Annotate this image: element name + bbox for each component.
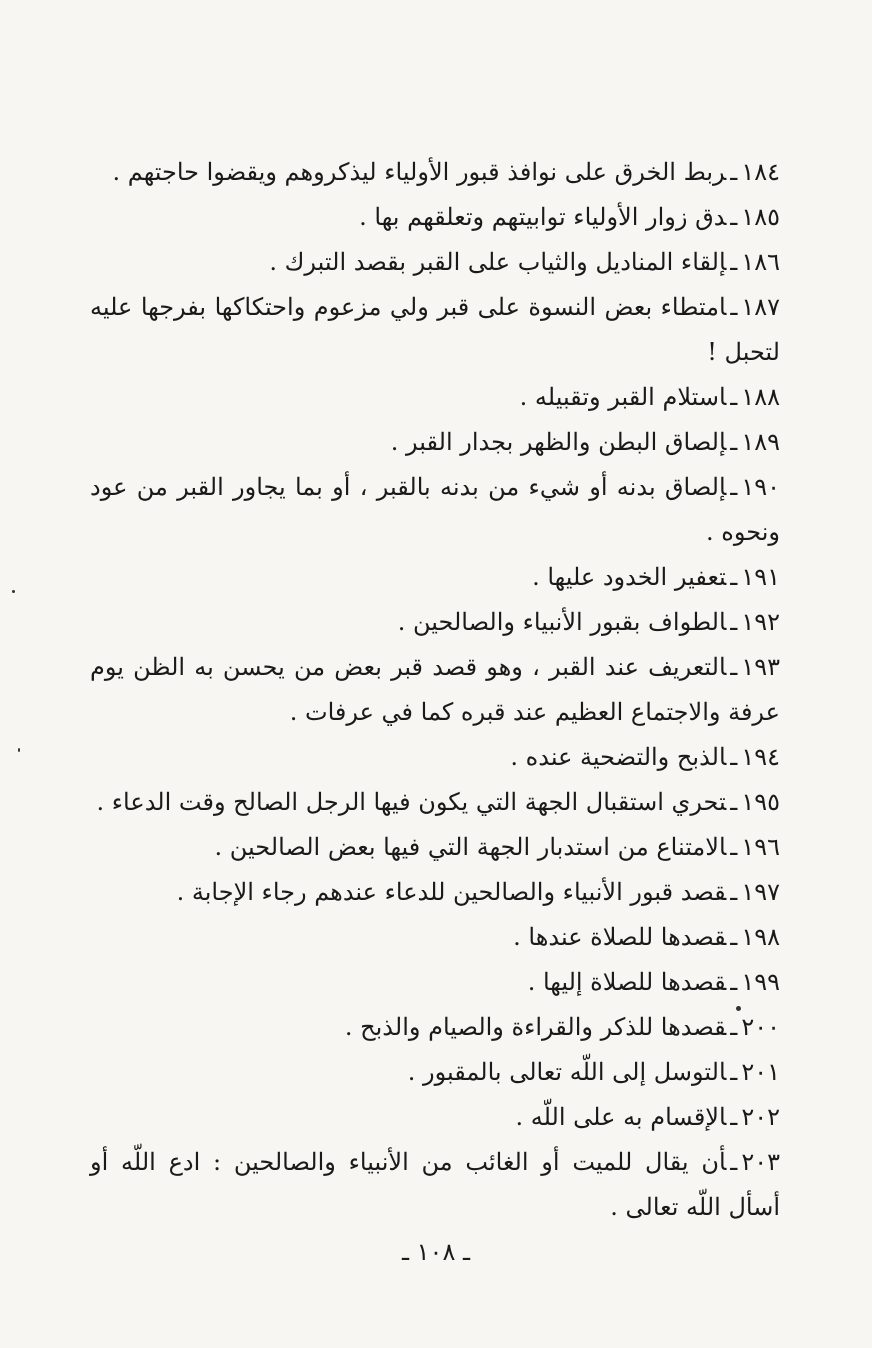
entry-number: ١٨٤ <box>741 158 780 186</box>
entry-text: أن يقال للميت أو الغائب من الأنبياء والصالحين : ادع اللّه أو أسأل اللّه تعالى . <box>90 1148 780 1221</box>
entry-text: الإقسام به على اللّه . <box>515 1103 727 1131</box>
entry-text: إلصاق البطن والظهر بجدار القبر . <box>390 428 727 456</box>
entry-text: تحري استقبال الجهة التي يكون فيها الرجل الصالح وقت الدعاء . <box>96 788 727 816</box>
entry-number: ١٩٤ <box>741 743 780 771</box>
entry-number: ١٩١ <box>741 563 780 591</box>
entry-number: ١٩٣ <box>741 653 780 681</box>
entry-number: ١٨٧ <box>741 293 781 321</box>
entry-number: ١٩٦ <box>741 833 780 861</box>
scan-speck <box>736 1006 741 1011</box>
entry-text: تعفير الخدود عليها . <box>532 563 727 591</box>
entry-text: ربط الخرق على نوافذ قبور الأولياء ليذكروهم ويقضوا حاجتهم . <box>112 158 727 186</box>
entry-185: ١٨٥ـدق زوار الأولياء توابيتهم وتعلقهم بها . <box>359 203 780 231</box>
entry-number: ٢٠٢ <box>741 1103 780 1131</box>
entry-197: ١٩٧ـقصد قبور الأنبياء والصالحين للدعاء عندهم رجاء الإجابة . <box>176 878 780 906</box>
entry-199: ١٩٩ـقصدها للصلاة إليها . <box>527 968 780 996</box>
entry-number: ١٩٧ <box>741 878 780 906</box>
entry-187: ١٨٧ـامتطاء بعض النسوة على قبر ولي مزعوم واحتكاكها بفرجها عليه لتحبل ! <box>90 293 781 366</box>
entry-text: إلصاق بدنه أو شيء من بدنه بالقبر ، أو بما يجاور القبر من عود ونحوه . <box>90 473 780 546</box>
entry-text: دق زوار الأولياء توابيتهم وتعلقهم بها . <box>359 203 727 231</box>
entry-text: الطواف بقبور الأنبياء والصالحين . <box>397 608 727 636</box>
entry-195: ١٩٥ـتحري استقبال الجهة التي يكون فيها الرجل الصالح وقت الدعاء . <box>96 788 780 816</box>
entry-203: ٢٠٣ـأن يقال للميت أو الغائب من الأنبياء والصالحين : ادع اللّه أو أسأل اللّه تعالى . <box>90 1148 780 1221</box>
entry-text: التوسل إلى اللّه تعالى بالمقبور . <box>407 1058 727 1086</box>
entry-184: ١٨٤ـربط الخرق على نوافذ قبور الأولياء ليذكروهم ويقضوا حاجتهم . <box>112 158 780 186</box>
entry-201: ٢٠١ـالتوسل إلى اللّه تعالى بالمقبور . <box>407 1058 780 1086</box>
entry-number: ١٩٠ <box>741 473 780 501</box>
scan-speck <box>12 590 15 593</box>
entry-number: ١٨٦ <box>741 248 780 276</box>
entry-189: ١٨٩ـإلصاق البطن والظهر بجدار القبر . <box>390 428 780 456</box>
entry-198: ١٩٨ـقصدها للصلاة عندها . <box>513 923 780 951</box>
scan-speck <box>18 748 20 752</box>
entry-text: قصدها للصلاة إليها . <box>527 968 727 996</box>
entry-text: الذبح والتضحية عنده . <box>510 743 727 771</box>
entry-number: ٢٠١ <box>741 1058 780 1086</box>
entry-192: ١٩٢ـالطواف بقبور الأنبياء والصالحين . <box>397 608 780 636</box>
entry-number: ١٩٥ <box>741 788 780 816</box>
entry-200: ٢٠٠ـقصدها للذكر والقراءة والصيام والذبح . <box>344 1013 780 1041</box>
entry-text: الامتناع من استدبار الجهة التي فيها بعض الصالحين . <box>214 833 727 861</box>
entry-number: ١٩٨ <box>741 923 780 951</box>
document-body <box>90 150 780 1230</box>
entry-text: امتطاء بعض النسوة على قبر ولي مزعوم واحتكاكها بفرجها عليه لتحبل ! <box>90 293 780 366</box>
entry-text: التعريف عند القبر ، وهو قصد قبر بعض من يحسن به الظن يوم عرفة والاجتماع العظيم عند قبره كما في عرفات . <box>90 653 780 726</box>
entry-number: ١٩٩ <box>741 968 780 996</box>
entry-number: ١٩٢ <box>741 608 780 636</box>
entry-186: ١٨٦ـإلقاء المناديل والثياب على القبر بقصد التبرك . <box>269 248 780 276</box>
entry-number: ١٨٨ <box>741 383 780 411</box>
entry-190: ١٩٠ـإلصاق بدنه أو شيء من بدنه بالقبر ، أو بما يجاور القبر من عود ونحوه . <box>90 473 780 546</box>
entry-196: ١٩٦ـالامتناع من استدبار الجهة التي فيها بعض الصالحين . <box>214 833 780 861</box>
entry-text: قصد قبور الأنبياء والصالحين للدعاء عندهم رجاء الإجابة . <box>176 878 727 906</box>
entry-number: ٢٠٣ <box>741 1148 780 1176</box>
entry-text: قصدها للذكر والقراءة والصيام والذبح . <box>344 1013 727 1041</box>
entry-188: ١٨٨ـاستلام القبر وتقبيله . <box>519 383 780 411</box>
entry-193: ١٩٣ـالتعريف عند القبر ، وهو قصد قبر بعض من يحسن به الظن يوم عرفة والاجتماع العظيم عند قبره كما في عرفات . <box>90 653 780 726</box>
entry-number: ٢٠٠ <box>741 1013 780 1041</box>
entry-194: ١٩٤ـالذبح والتضحية عنده . <box>510 743 780 771</box>
entry-text: استلام القبر وتقبيله . <box>519 383 727 411</box>
page-number: ـ ١٠٨ ـ <box>401 1238 470 1266</box>
entry-number: ١٨٩ <box>741 428 780 456</box>
entry-191: ١٩١ـتعفير الخدود عليها . <box>532 563 780 591</box>
entry-text: إلقاء المناديل والثياب على القبر بقصد التبرك . <box>269 248 727 276</box>
entry-text: قصدها للصلاة عندها . <box>513 923 727 951</box>
entry-202: ٢٠٢ـالإقسام به على اللّه . <box>515 1103 780 1131</box>
entry-number: ١٨٥ <box>741 203 780 231</box>
